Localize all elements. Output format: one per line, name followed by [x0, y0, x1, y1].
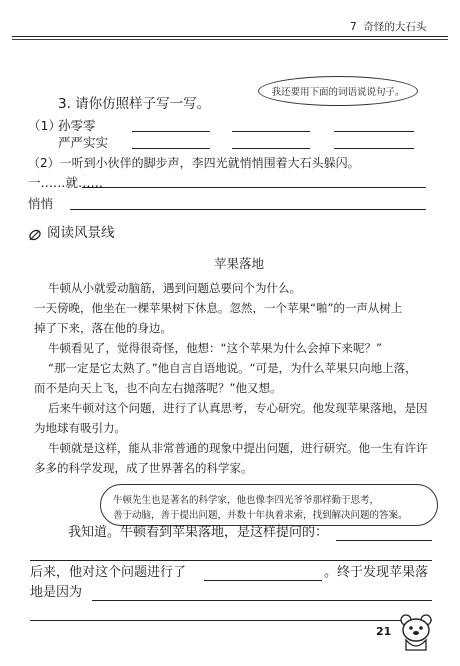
- answer-line[interactable]: [30, 560, 432, 561]
- word-qiaoqiao: 悄悄: [28, 196, 54, 211]
- word-sunlingling: 孙零零: [58, 118, 96, 133]
- answer-line[interactable]: [82, 187, 426, 188]
- answer-line[interactable]: [334, 148, 414, 149]
- answer-line[interactable]: [132, 148, 210, 149]
- story-line: 掉了下来，落在他的身边。: [34, 321, 172, 335]
- reading-section-title: 阅读风景线: [47, 225, 115, 242]
- header-label: [350, 22, 426, 33]
- story-title: 苹果落地: [214, 256, 265, 271]
- word-yanyanshishi: 严严实实: [58, 135, 109, 150]
- answer-line[interactable]: [336, 540, 432, 541]
- story-line: 牛顿就是这样，能从非常普通的现象中提出问题，进行研究。他一生有许许: [48, 441, 428, 455]
- answer-line[interactable]: [30, 620, 432, 621]
- story-line: 牛顿看见了，觉得很奇怪，他想：“这个苹果为什么会掉下来呢？”: [48, 341, 382, 355]
- chapter-number: 7: [350, 21, 357, 33]
- answer-line[interactable]: [70, 209, 426, 210]
- exercise-bubble: [258, 76, 418, 106]
- answer-line[interactable]: [132, 131, 210, 132]
- bear-mascot-icon: [398, 612, 434, 652]
- tip-bubble: [100, 484, 438, 526]
- answer-line[interactable]: [204, 580, 322, 581]
- exercise-bubble-text: 我还要用下面的词语说说句子。: [271, 87, 405, 98]
- leaf-icon: [28, 227, 42, 241]
- header-rule: [12, 36, 448, 37]
- story-line: 为地球有吸引力。: [34, 421, 126, 435]
- question-line: 地是因为: [30, 585, 83, 600]
- story-line: 多多的科学发现，成了世界著名的科学家。: [34, 461, 253, 475]
- answer-line[interactable]: [232, 131, 310, 132]
- answer-line[interactable]: [92, 600, 432, 601]
- part1-label: （1）: [28, 118, 61, 133]
- pattern-yijiu: 一……就……: [28, 175, 104, 190]
- story-line: 而不是向天上飞，也不向左右抛落呢？”他又想。: [34, 381, 282, 395]
- tip-bubble-line: 善于动脑，善于提出问题，并数十年执着求索，找到解决问题的答案。: [113, 510, 408, 521]
- chapter-title: 奇怪的大石头: [363, 21, 427, 33]
- reading-section-header: [28, 227, 115, 241]
- part2-sentence: （2）一听到小伙伴的脚步声，李四光就悄悄围着大石头躲闪。: [28, 156, 360, 170]
- story-line: 后来牛顿对这个问题，进行了认真思考，专心研究。他发现苹果落地，是因: [48, 401, 428, 415]
- answer-line[interactable]: [334, 131, 414, 132]
- question-line: 我知道。牛顿看到苹果落地，是这样提问的：: [68, 525, 329, 540]
- question-line: 后来，他对这个问题进行了: [30, 565, 187, 580]
- question-line: 。终于发现苹果落: [324, 565, 429, 580]
- story-line: “那一定是它太熟了。”他自言自语地说。“可是，为什么苹果只向地上落，: [48, 361, 417, 375]
- story-line: 一天傍晚，他坐在一棵苹果树下休息。忽然，一个苹果“啪”的一声从树上: [34, 301, 403, 315]
- tip-bubble-line: 牛顿先生也是著名的科学家，他也像李四光爷爷那样勤于思考，: [113, 495, 380, 506]
- page-number: 21: [376, 625, 392, 638]
- header-rule-thin: [12, 39, 448, 40]
- exercise-title: 3. 请你仿照样子写一写。: [58, 96, 211, 112]
- story-line: 牛顿从小就爱动脑筋，遇到问题总要问个为什么。: [48, 281, 301, 295]
- answer-line[interactable]: [232, 148, 310, 149]
